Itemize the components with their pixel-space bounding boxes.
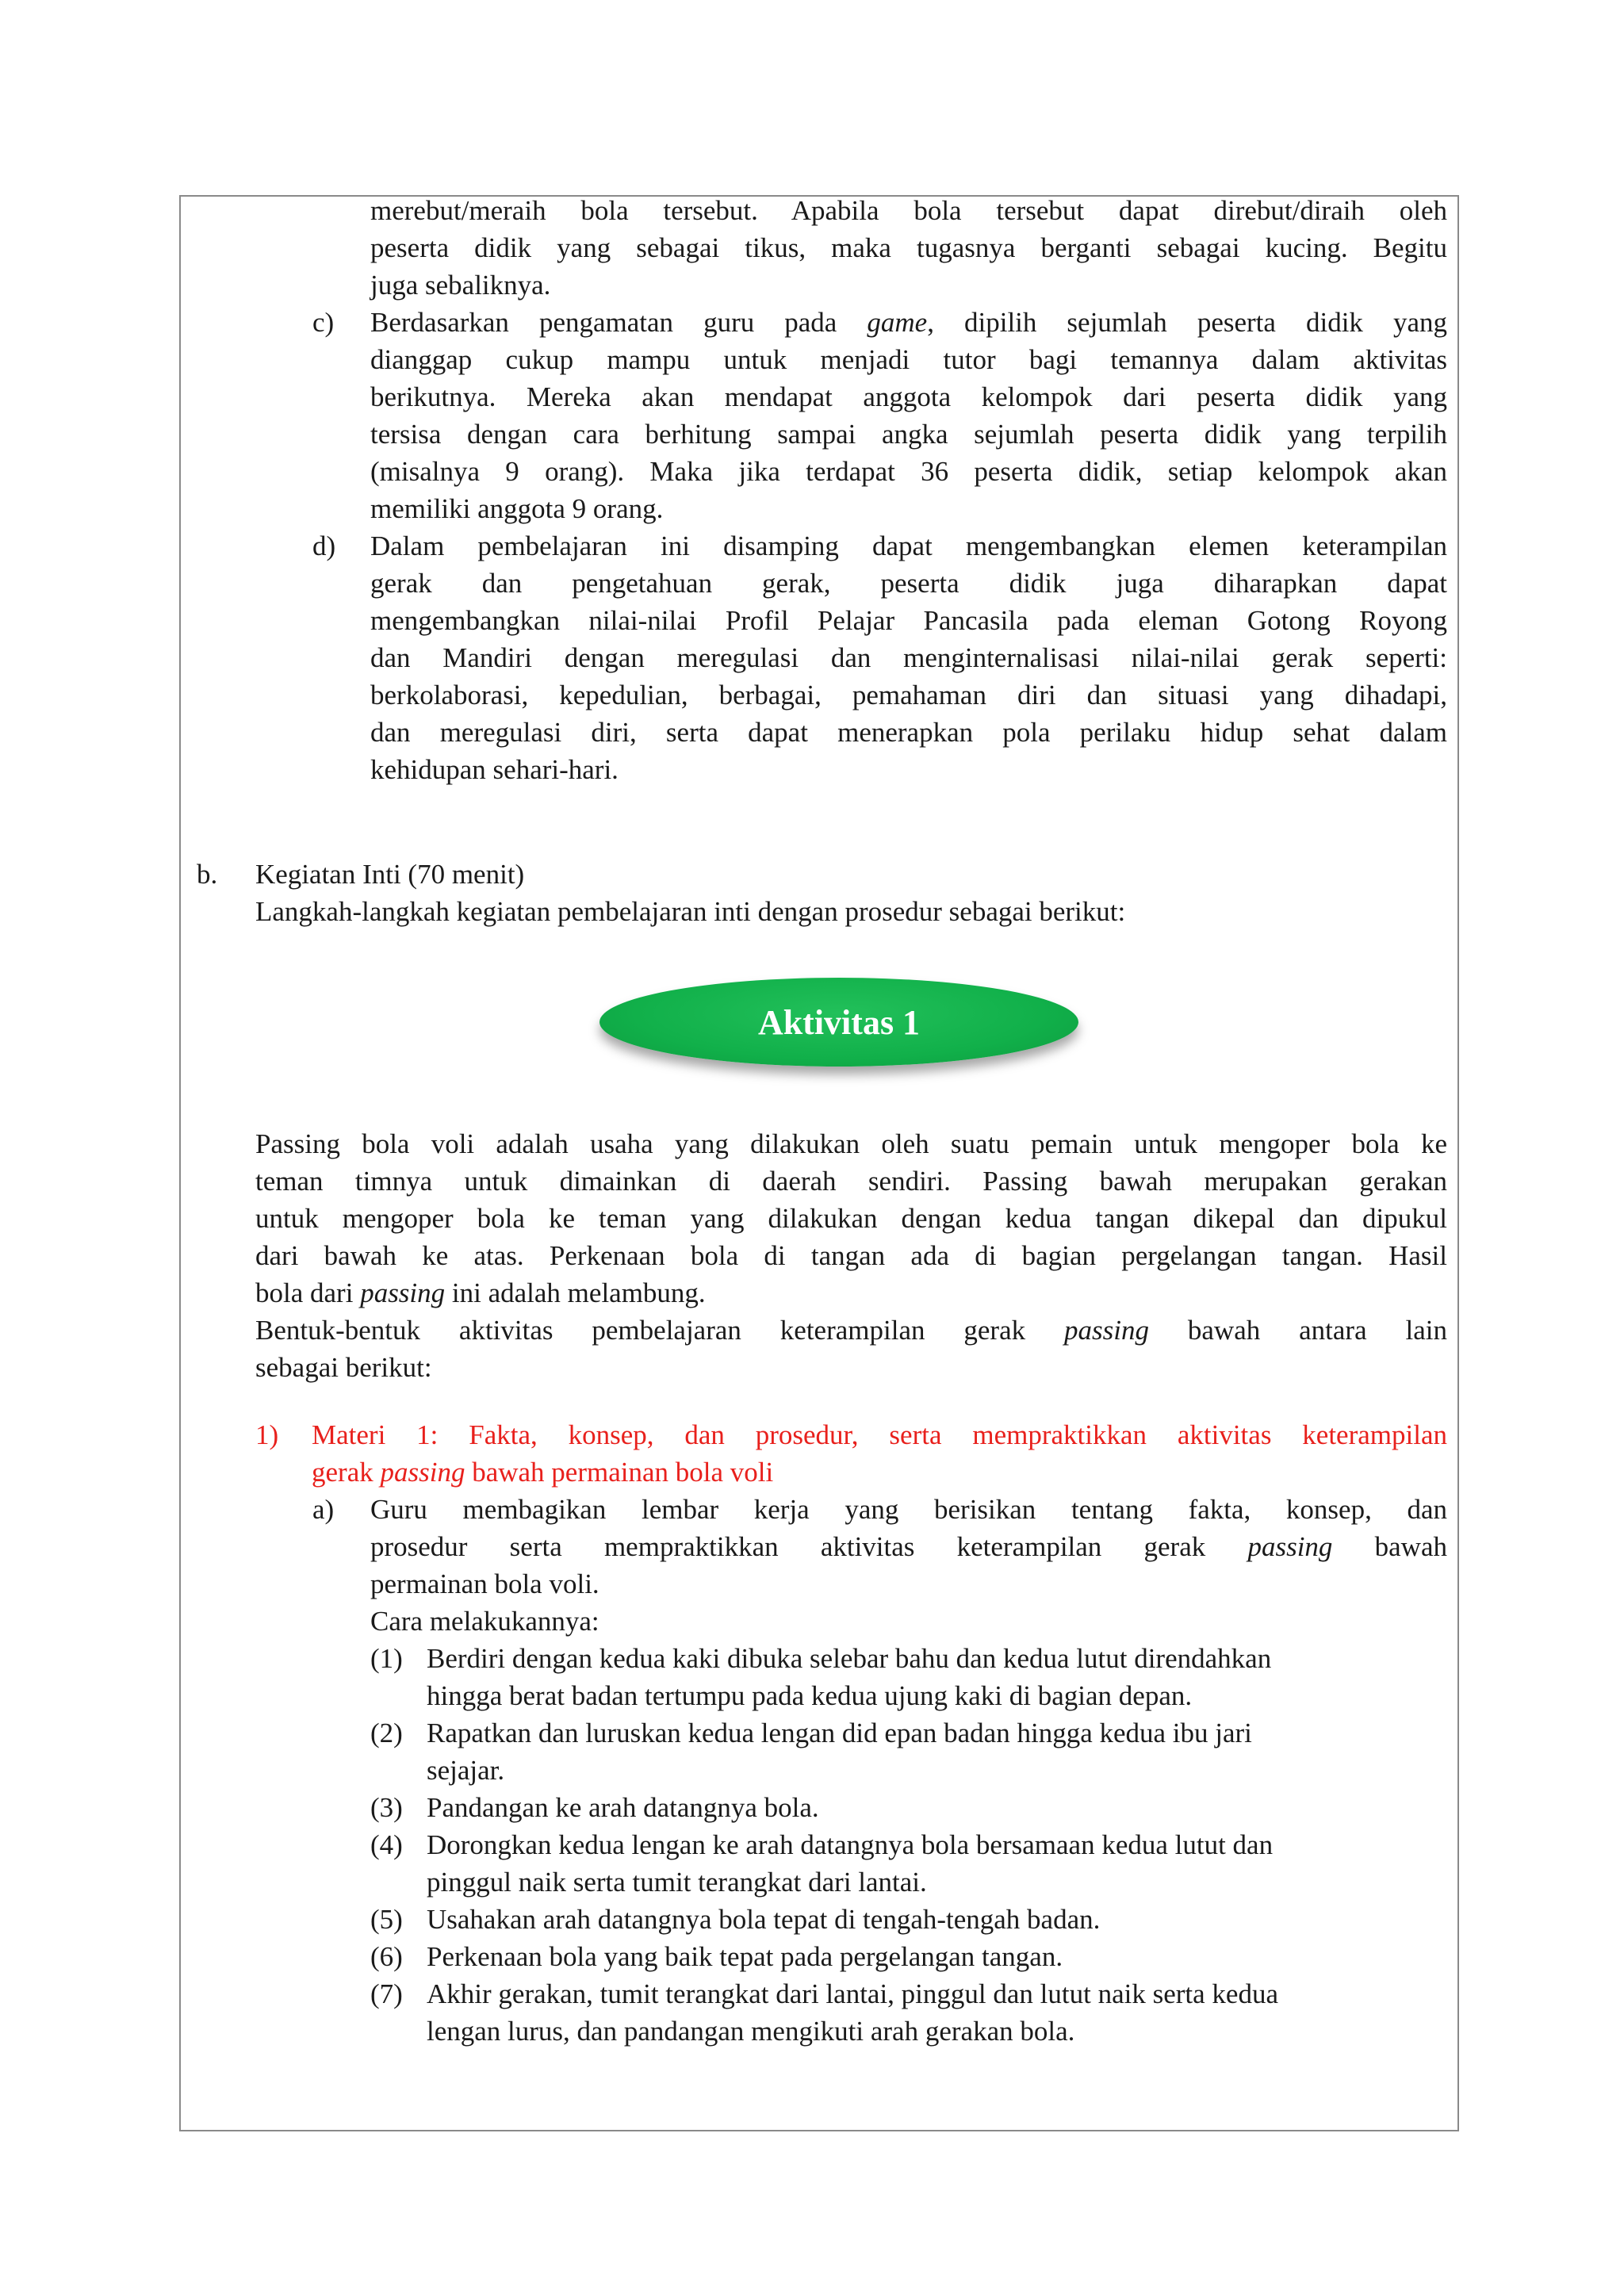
text-line: [312, 1453, 1447, 1491]
text-line: Akhir gerakan, tumit terangkat dari lantai, pinggul dan lutut naik serta kedua: [427, 1978, 1278, 2009]
text-line: mengembangkan nilai-nilai Profil Pelajar Pancasila pada eleman Gotong Royong: [370, 605, 1447, 636]
text-line: Guru membagikan lembar kerja yang berisikan tentang fakta, konsep, dan: [370, 1494, 1447, 1525]
text-line: Perkenaan bola yang baik tepat pada pergelangan tangan.: [427, 1941, 1063, 1972]
section-title: Kegiatan Inti (70 menit): [255, 859, 525, 890]
step-marker: (3): [370, 1792, 403, 1823]
text-line: sejajar.: [427, 1755, 505, 1786]
list-item-c: [370, 304, 1447, 527]
italic-term: passing: [380, 1457, 465, 1488]
text-line: Materi 1: Fakta, konsep, dan prosedur, serta mempraktikkan aktivitas keterampilan: [312, 1419, 1447, 1450]
activity-badge-label: Aktivitas 1: [757, 1002, 921, 1042]
step-7: [427, 1975, 1447, 2050]
text-run: Bentuk-bentuk aktivitas pembelajaran keterampilan gerak: [255, 1315, 1065, 1346]
text-line: hingga berat badan tertumpu pada kedua ujung kaki di bagian depan.: [427, 1680, 1193, 1711]
italic-term: passing: [360, 1277, 446, 1308]
step-5: [427, 1901, 1447, 1938]
text-line: Dalam pembelajaran ini disamping dapat mengembangkan elemen keterampilan: [370, 530, 1447, 561]
section-subtitle: Langkah-langkah kegiatan pembelajaran inti dengan prosedur sebagai berikut:: [255, 896, 1126, 927]
text-line: Rapatkan dan luruskan kedua lengan did epan badan hingga kedua ibu jari: [427, 1718, 1252, 1748]
text-line: Dorongkan kedua lengan ke arah datangnya bola bersamaan kedua lutut dan: [427, 1829, 1274, 1860]
list-item-a: [370, 1491, 1447, 1640]
activity-badge: [599, 978, 1078, 1067]
text-line: berkolaborasi, kepedulian, berbagai, pemahaman diri dan situasi yang dihadapi,: [370, 680, 1447, 710]
text-run: ini adalah melambung.: [445, 1277, 706, 1308]
list-marker-a: a): [312, 1494, 335, 1525]
text-run: Berdasarkan pengamatan guru pada: [370, 307, 868, 338]
text-line: dari bawah ke atas. Perkenaan bola di tangan ada di bagian pergelangan tangan. Hasil: [255, 1240, 1447, 1271]
list-marker-d: d): [312, 530, 336, 561]
step-1: [427, 1640, 1447, 1714]
text-line: Berdiri dengan kedua kaki dibuka selebar bahu dan kedua lutut direndahkan: [427, 1643, 1272, 1674]
text-line: berikutnya. Mereka akan mendapat anggota kelompok dari peserta didik yang: [370, 381, 1447, 412]
step-2: [427, 1714, 1447, 1789]
step-6: [427, 1938, 1447, 1975]
step-marker: (6): [370, 1941, 403, 1972]
text-line: Pandangan ke arah datangnya bola.: [427, 1792, 819, 1823]
text-line: permainan bola voli.: [370, 1568, 599, 1599]
text-run: bawah: [1332, 1531, 1447, 1562]
text-line: dan Mandiri dengan meregulasi dan menginternalisasi nilai-nilai gerak seperti:: [370, 642, 1447, 673]
text-line: kehidupan sehari-hari.: [370, 754, 619, 785]
text-line: untuk mengoper bola ke teman yang dilakukan dengan kedua tangan dikepal dan dipukul: [255, 1203, 1447, 1234]
text-line: teman timnya untuk dimainkan di daerah sendiri. Passing bawah merupakan gerakan: [255, 1166, 1447, 1197]
section-b-heading: [255, 856, 1447, 930]
text-run: bola dari: [255, 1277, 361, 1308]
step-marker: (2): [370, 1718, 403, 1748]
text-line: [370, 1528, 1447, 1565]
materi-heading: [312, 1416, 1447, 1491]
text-run: bawah antara lain: [1148, 1315, 1447, 1346]
section-marker-b: b.: [197, 859, 218, 890]
italic-term: passing: [1247, 1531, 1333, 1562]
passing-paragraph: [255, 1125, 1447, 1386]
text-line: [255, 1312, 1447, 1349]
step-marker: (1): [370, 1643, 403, 1674]
text-line: memiliki anggota 9 orang.: [370, 493, 664, 524]
step-4: [427, 1826, 1447, 1901]
text-line: [370, 304, 1447, 341]
text-line: merebut/meraih bola tersebut. Apabila bola tersebut dapat direbut/diraih oleh: [370, 195, 1447, 226]
continuation-paragraph: [370, 192, 1447, 304]
text-line: Passing bola voli adalah usaha yang dilakukan oleh suatu pemain untuk mengoper bola ke: [255, 1128, 1447, 1159]
list-marker-c: c): [312, 307, 335, 338]
text-line: dan meregulasi diri, serta dapat menerapkan pola perilaku hidup sehat dalam: [370, 717, 1447, 748]
text-run: gerak: [312, 1457, 381, 1488]
document-body: [181, 197, 1457, 2130]
text-line: tersisa dengan cara berhitung sampai angka sejumlah peserta didik yang terpilih: [370, 419, 1447, 450]
step-3: [427, 1789, 1447, 1826]
text-run: bawah permainan bola voli: [465, 1457, 774, 1488]
text-line: pinggul naik serta tumit terangkat dari lantai.: [427, 1867, 927, 1898]
text-line: peserta didik yang sebagai tikus, maka tugasnya berganti sebagai kucing. Begitu: [370, 232, 1447, 263]
italic-term: game: [867, 307, 928, 338]
step-marker: (4): [370, 1829, 403, 1860]
text-line: gerak dan pengetahuan gerak, peserta didik juga diharapkan dapat: [370, 568, 1447, 599]
italic-term: passing: [1064, 1315, 1149, 1346]
materi-marker: 1): [255, 1419, 279, 1450]
text-line: (misalnya 9 orang). Maka jika terdapat 36 peserta didik, setiap kelompok akan: [370, 456, 1447, 487]
text-line: lengan lurus, dan pandangan mengikuti arah gerakan bola.: [427, 2016, 1075, 2047]
content-frame: [179, 195, 1459, 2131]
text-line: juga sebaliknya.: [370, 270, 551, 301]
text-line: Usahakan arah datangnya bola tepat di tengah-tengah badan.: [427, 1904, 1101, 1935]
text-run: prosedur serta mempraktikkan aktivitas keterampilan gerak: [370, 1531, 1248, 1562]
text-line: [255, 1274, 1447, 1312]
list-item-d: [370, 527, 1447, 788]
step-marker: (5): [370, 1904, 403, 1935]
text-line: dianggap cukup mampu untuk menjadi tutor bagi temannya dalam aktivitas: [370, 344, 1447, 375]
text-line: sebagai berikut:: [255, 1352, 432, 1383]
text-run: , dipilih sejumlah peserta didik yang: [927, 307, 1447, 338]
text-line: Cara melakukannya:: [370, 1606, 599, 1637]
step-marker: (7): [370, 1978, 403, 2009]
